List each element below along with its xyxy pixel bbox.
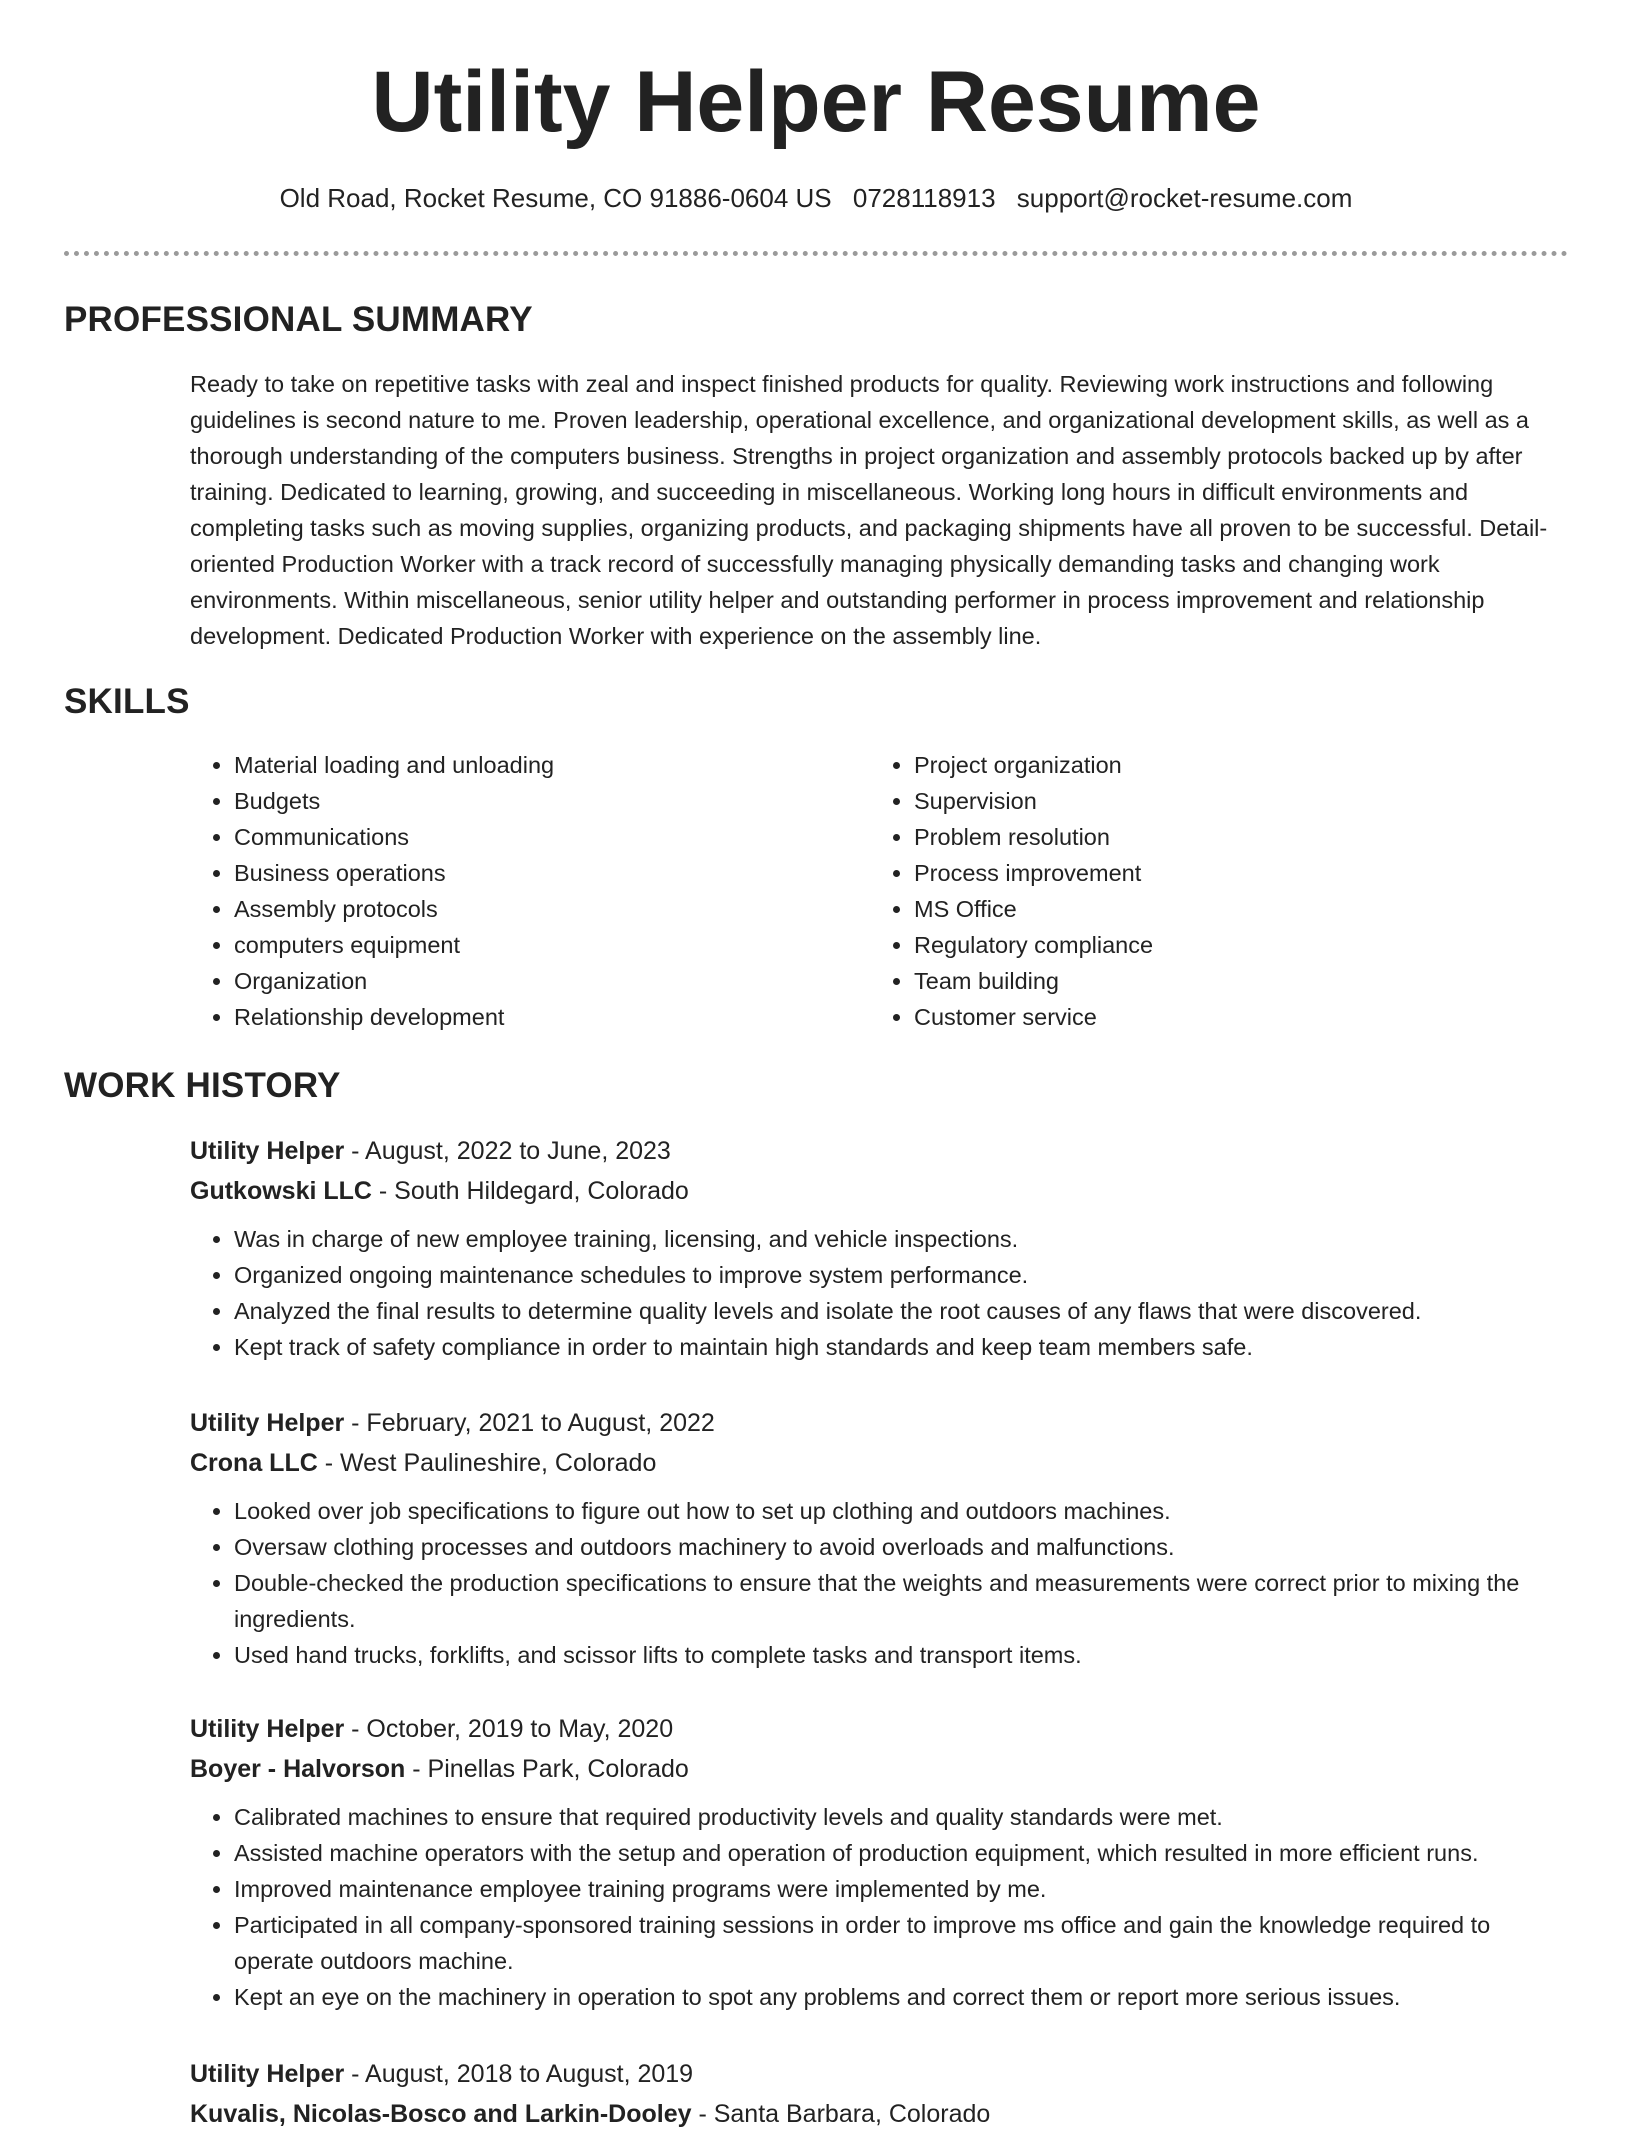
summary-heading: PROFESSIONAL SUMMARY xyxy=(64,300,533,339)
job-entry xyxy=(190,2054,1570,2134)
skill-item: • Communications xyxy=(234,819,870,855)
skill-item: • Business operations xyxy=(234,855,870,891)
job-duty: • Organized ongoing maintenance schedules to improve system performance. xyxy=(234,1257,1570,1293)
job-entry xyxy=(190,1709,1570,2015)
job-title: Utility Helper xyxy=(190,1409,345,1437)
skill-item: • Relationship development xyxy=(234,999,870,1035)
job-duty: • Participated in all company-sponsored training sessions in order to improve ms office and gain the knowledge required to operate outdoors machine. xyxy=(234,1907,1570,1979)
work-history-heading: WORK HISTORY xyxy=(64,1066,341,1105)
job-duty: • Assisted machine operators with the setup and operation of production equipment, which resulted in more efficient runs. xyxy=(234,1835,1570,1871)
skill-item: • Process improvement xyxy=(914,855,1550,891)
job-dates: - August, 2022 to June, 2023 xyxy=(344,1137,671,1165)
job-location: - Pinellas Park, Colorado xyxy=(405,1755,689,1783)
job-company-line xyxy=(190,1443,1570,1483)
job-title-line xyxy=(190,2054,1570,2094)
skill-item: • Regulatory compliance xyxy=(914,927,1550,963)
job-title: Utility Helper xyxy=(190,2060,345,2088)
skill-item: • Assembly protocols xyxy=(234,891,870,927)
contact-line xyxy=(0,180,1632,216)
job-duties xyxy=(190,1799,1570,2015)
job-company-line xyxy=(190,2094,1570,2134)
job-title-line xyxy=(190,1131,1570,1171)
job-duty: • Kept an eye on the machinery in operation to spot any problems and correct them or report more serious issues. xyxy=(234,1979,1570,2015)
summary-text: Ready to take on repetitive tasks with zeal and inspect finished products for quality. Reviewing work instructions and following guidelines is second nature to me. Proven leadership, operational excellence, and organizational development skills, as well as a thorough understanding of the computers business. Strengths in project organization and assembly protocols backed up by after training. Dedicated to learning, growing, and succeeding in miscellaneous. Working long hours in difficult environments and completing tasks such as moving supplies, organizing products, and packaging shipments have all proven to be successful. Detail-oriented Production Worker with a track record of successfully managing physically demanding tasks and changing work environments. Within miscellaneous, senior utility helper and outstanding performer in process improvement and relationship development. Dedicated Production Worker with experience on the assembly line. xyxy=(190,371,1548,649)
job-dates: - August, 2018 to August, 2019 xyxy=(344,2060,694,2088)
job-location: - West Paulineshire, Colorado xyxy=(317,1449,657,1477)
contact-phone: 0728118913 xyxy=(852,183,996,213)
skill-item: • Material loading and unloading xyxy=(234,747,870,783)
skill-item: • Project organization xyxy=(914,747,1550,783)
job-duty: • Calibrated machines to ensure that required productivity levels and quality standards were met. xyxy=(234,1799,1570,1835)
skills-column-right xyxy=(870,747,1550,1035)
job-duty: • Looked over job specifications to figure out how to set up clothing and outdoors machines. xyxy=(234,1493,1570,1529)
job-title-line xyxy=(190,1403,1570,1443)
job-company-line xyxy=(190,1171,1570,1211)
skills-heading: SKILLS xyxy=(64,682,190,721)
job-entry xyxy=(190,1131,1570,1365)
skills-list xyxy=(190,747,1570,1035)
job-location: - Santa Barbara, Colorado xyxy=(691,2100,991,2128)
job-company: Gutkowski LLC xyxy=(190,1177,372,1205)
job-entry xyxy=(190,1403,1570,1673)
job-duties xyxy=(190,1493,1570,1673)
skill-item: • Supervision xyxy=(914,783,1550,819)
job-duty: • Used hand trucks, forklifts, and scissor lifts to complete tasks and transport items. xyxy=(234,1637,1570,1673)
job-duty: • Improved maintenance employee training programs were implemented by me. xyxy=(234,1871,1570,1907)
job-duty: • Kept track of safety compliance in order to maintain high standards and keep team members safe. xyxy=(234,1329,1570,1365)
job-title: Utility Helper xyxy=(190,1137,345,1165)
job-title: Utility Helper xyxy=(190,1715,345,1743)
job-location: - South Hildegard, Colorado xyxy=(371,1177,689,1205)
job-company: Crona LLC xyxy=(190,1449,318,1477)
skill-item: • computers equipment xyxy=(234,927,870,963)
job-duty: • Analyzed the final results to determine quality levels and isolate the root causes of any flaws that were discovered. xyxy=(234,1293,1570,1329)
header-divider xyxy=(64,251,1568,256)
job-duty: • Oversaw clothing processes and outdoors machinery to avoid overloads and malfunctions. xyxy=(234,1529,1570,1565)
job-company-line xyxy=(190,1749,1570,1789)
skill-item: • Budgets xyxy=(234,783,870,819)
resume-title: Utility Helper Resume xyxy=(371,54,1261,150)
skill-item: • Customer service xyxy=(914,999,1550,1035)
skill-item: • Team building xyxy=(914,963,1550,999)
skill-item: • MS Office xyxy=(914,891,1550,927)
contact-email: support@rocket-resume.com xyxy=(1016,183,1353,213)
job-duty: • Double-checked the production specifications to ensure that the weights and measurements were correct prior to mixing the ingredients. xyxy=(234,1565,1570,1637)
skill-item: • Organization xyxy=(234,963,870,999)
job-company: Kuvalis, Nicolas-Bosco and Larkin-Dooley xyxy=(190,2100,692,2128)
skill-item: • Problem resolution xyxy=(914,819,1550,855)
job-dates: - October, 2019 to May, 2020 xyxy=(344,1715,674,1743)
job-company: Boyer - Halvorson xyxy=(190,1755,406,1783)
contact-address: Old Road, Rocket Resume, CO 91886-0604 US xyxy=(279,183,832,213)
skills-column-left xyxy=(190,747,870,1035)
job-duties xyxy=(190,1221,1570,1365)
job-dates: - February, 2021 to August, 2022 xyxy=(344,1409,715,1437)
job-duty: • Was in charge of new employee training, licensing, and vehicle inspections. xyxy=(234,1221,1570,1257)
job-title-line xyxy=(190,1709,1570,1749)
